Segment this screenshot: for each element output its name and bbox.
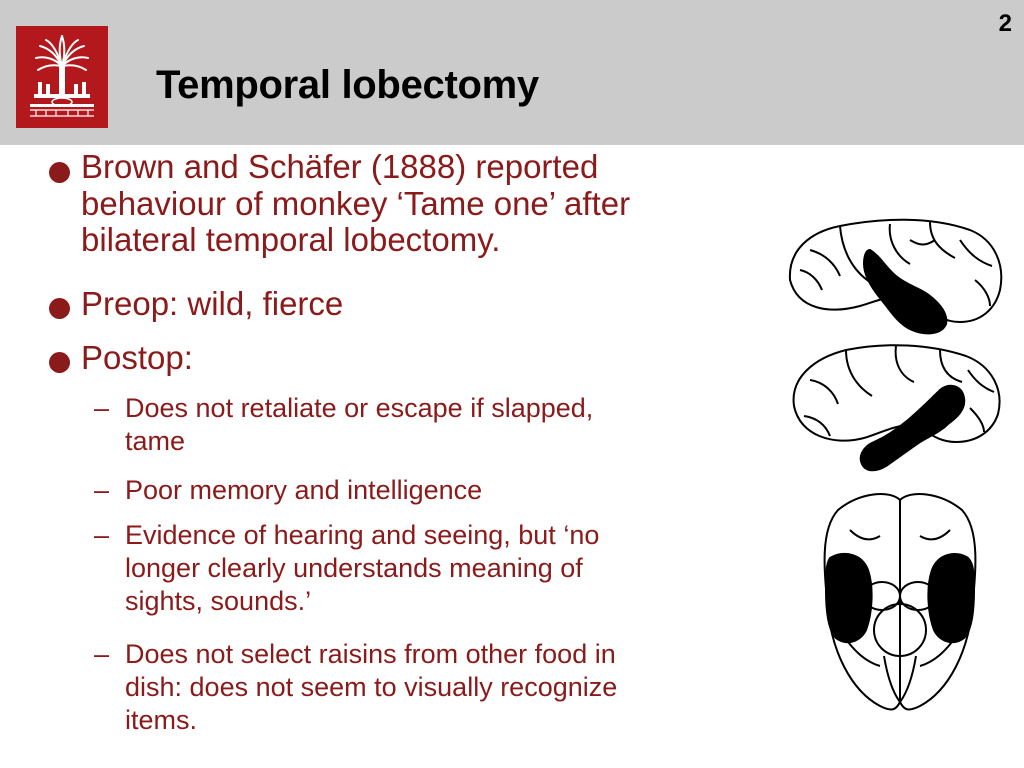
page-number: 2 [998, 10, 1012, 37]
brain-lesion-illustration [780, 210, 1020, 730]
sub-bullet-line: items. [125, 705, 198, 735]
bullet-line: Postop: [81, 339, 193, 376]
dash-icon: – [94, 520, 110, 550]
sub-bullet-line: Does not retaliate or escape if slapped, [125, 393, 594, 423]
bullet-line: bilateral temporal lobectomy. [81, 221, 501, 258]
sub-bullet-line: longer clearly understands meaning of [125, 553, 583, 583]
sub-bullet-line: Evidence of hearing and seeing, but ‘no [125, 520, 600, 550]
sub-bullet-item [125, 392, 765, 458]
bullet-icon [49, 298, 70, 319]
bullet-line: Preop: wild, fierce [81, 285, 344, 322]
bullet-item [81, 286, 771, 323]
lesion-top [864, 250, 946, 333]
dash-icon: – [94, 393, 110, 423]
bullet-line: Brown and Schäfer (1888) reported [81, 148, 599, 185]
bullet-line: behaviour of monkey ‘Tame one’ after [81, 184, 631, 222]
bullet-item [81, 340, 771, 377]
slide-title: Temporal lobectomy [156, 63, 539, 107]
sub-bullet-item [125, 474, 765, 507]
slide-header [0, 0, 1024, 145]
dash-icon: – [94, 639, 110, 669]
bullet-item [81, 149, 771, 259]
university-logo-icon [16, 26, 108, 128]
lesion-middle [861, 386, 965, 470]
bullet-icon [49, 162, 70, 183]
sub-bullet-line: dish: does not seem to visually recognize [125, 672, 618, 702]
bullet-icon [49, 352, 70, 373]
lesion-right-ventral [928, 554, 974, 642]
dash-icon: – [94, 475, 110, 505]
sub-bullet-line: tame [125, 426, 186, 456]
lesion-left-ventral [826, 554, 872, 642]
sub-bullet-line: Poor memory and intelligence [125, 475, 483, 505]
sub-bullet-line: Does not select raisins from other food in [125, 639, 616, 669]
sub-bullet-item [125, 519, 765, 618]
sub-bullet-item [125, 638, 765, 737]
sub-bullet-line: sights, sounds.’ [125, 586, 312, 616]
